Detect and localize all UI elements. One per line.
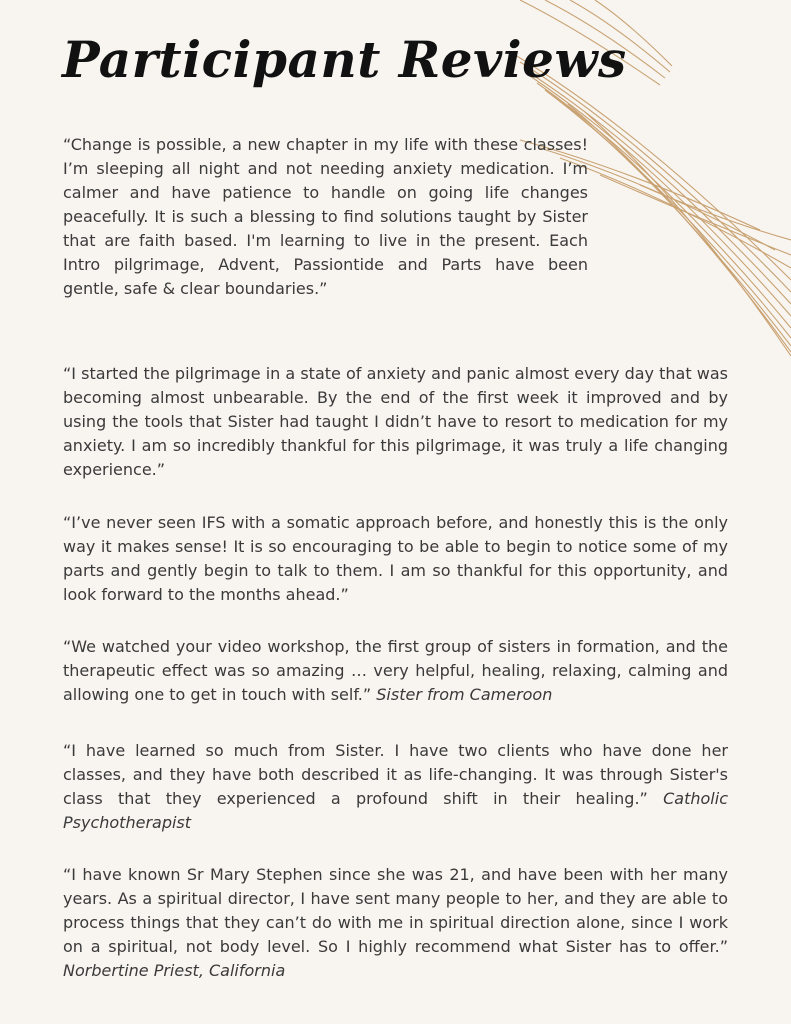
- review-1: [63, 133, 588, 301]
- review-quote: “Change is possible, a new chapter in my life with these classes! I’m sleeping all night and not needing anxiety medication. I’m calmer and have patience to handle on going life changes peacefully. It is such a blessing to find solutions taught by Sister that are faith based. I'm learning to live in the present. Each Intro pilgrimage, Advent, Passiontide and Parts have been gentle, safe & clear boundaries.”: [63, 135, 588, 298]
- review-2: [63, 362, 728, 482]
- review-quote: “I started the pilgrimage in a state of anxiety and panic almost every day that was becoming almost unbearable. By the end of the first week it improved and by using the tools that Sister had taught I didn’t have to resort to medication for my anxiety. I am so incredibly thankful for this pilgrimage, it was truly a life changing experience.”: [63, 364, 728, 479]
- review-3: [63, 511, 728, 607]
- review-4: [63, 635, 728, 707]
- review-5: [63, 739, 728, 835]
- review-quote: “I’ve never seen IFS with a somatic approach before, and honestly this is the only way it makes sense! It is so encouraging to be able to begin to notice some of my parts and gently begin to talk to them. I am so thankful for this opportunity, and look forward to the months ahead.”: [63, 513, 728, 604]
- review-attribution: Catholic Psychotherapist: [63, 789, 728, 832]
- review-quote: “I have known Sr Mary Stephen since she was 21, and have been with her many years. As a spiritual director, I have sent many people to her, and they are able to process things that they can’t do with me in spiritual direction alone, since I work on a spiritual, not body level. So I highly recommend what Sister has to offer.”: [63, 865, 728, 956]
- review-attribution: Norbertine Priest, California: [63, 961, 286, 980]
- review-attribution: Sister from Cameroon: [376, 685, 553, 704]
- review-quote: “We watched your video workshop, the first group of sisters in formation, and the therapeutic effect was so amazing … very helpful, healing, relaxing, calming and allowing one to get in touch with self.”: [63, 637, 728, 704]
- review-quote: “I have learned so much from Sister. I have two clients who have done her classes, and they have both described it as life-changing. It was through Sister's class that they experienced a profound shift in their healing.”: [63, 741, 728, 808]
- review-6: [63, 863, 728, 983]
- page-title: Participant Reviews: [62, 30, 627, 89]
